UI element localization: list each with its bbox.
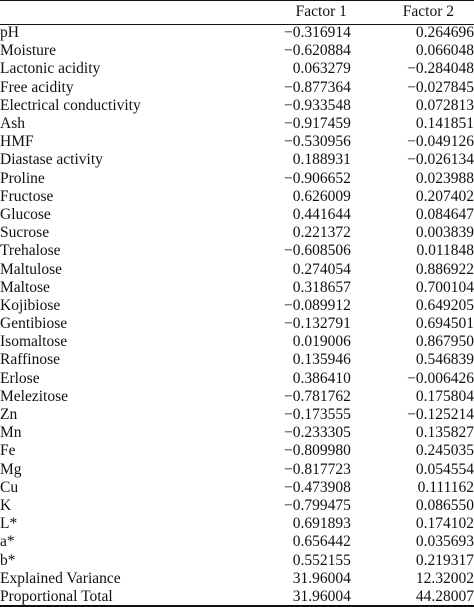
table-row	[0, 133, 474, 151]
cell-variable-name: Proportional Total	[0, 587, 113, 605]
cell-variable-name: HMF	[0, 133, 34, 151]
table-row	[0, 242, 474, 260]
cell-factor-2: 0.264696	[415, 24, 474, 42]
cell-factor-2: 0.207402	[415, 187, 474, 205]
cell-variable-name: Maltulose	[0, 260, 62, 278]
cell-factor-2: −0.026134	[407, 151, 474, 169]
cell-variable-name: Isomaltose	[0, 333, 68, 351]
cell-factor-1: 0.441644	[292, 205, 351, 223]
header-row	[0, 0, 474, 24]
cell-factor-2: 0.245035	[415, 442, 474, 460]
table-body	[0, 24, 474, 606]
cell-factor-1: −0.781762	[284, 387, 351, 405]
table-row	[0, 351, 474, 369]
cell-variable-name: Kojibiose	[0, 296, 61, 314]
cell-variable-name: pH	[0, 24, 19, 42]
cell-factor-1: 31.96004	[292, 587, 351, 605]
cell-factor-1: −0.530956	[284, 133, 351, 151]
table-row	[0, 79, 474, 97]
cell-factor-1: −0.620884	[284, 42, 351, 60]
cell-variable-name: Fructose	[0, 187, 54, 205]
table-row	[0, 479, 474, 497]
table-row	[0, 533, 474, 551]
cell-factor-1: 0.691893	[292, 515, 351, 533]
cell-variable-name: Sucrose	[0, 224, 50, 242]
cell-factor-1: −0.917459	[284, 115, 351, 133]
cell-factor-2: 0.694501	[415, 315, 474, 333]
cell-factor-1: −0.132791	[284, 315, 351, 333]
table-row	[0, 60, 474, 78]
table-row	[0, 388, 474, 406]
table-row	[0, 333, 474, 351]
cell-factor-2: 0.066048	[415, 42, 474, 60]
cell-variable-name: Gentibiose	[0, 315, 68, 333]
table-row	[0, 206, 474, 224]
cell-factor-1: 0.188931	[292, 151, 351, 169]
table-row	[0, 97, 474, 115]
cell-variable-name: Proline	[0, 169, 45, 187]
table-row	[0, 461, 474, 479]
cell-factor-2: 0.072813	[415, 96, 474, 114]
cell-factor-1: 0.135946	[292, 351, 351, 369]
cell-factor-1: −0.906652	[284, 169, 351, 187]
cell-variable-name: Electrical conductivity	[0, 96, 141, 114]
cell-variable-name: a*	[0, 533, 15, 551]
cell-variable-name: Trehalose	[0, 242, 61, 260]
cell-factor-2: 0.011848	[416, 242, 474, 260]
cell-variable-name: Moisture	[0, 42, 56, 60]
cell-factor-1: 31.96004	[292, 569, 351, 587]
cell-factor-1: −0.233305	[284, 424, 351, 442]
cell-factor-2: 0.035693	[415, 533, 474, 551]
cell-variable-name: b*	[0, 551, 16, 569]
table-row	[0, 260, 474, 278]
cell-factor-2: −0.027845	[407, 78, 474, 96]
cell-factor-1: −0.608506	[284, 242, 351, 260]
table-row	[0, 497, 474, 515]
cell-variable-name: Mg	[0, 460, 22, 478]
header-factor-2: Factor 2	[402, 3, 454, 20]
table-row	[0, 115, 474, 133]
cell-variable-name: Melezitose	[0, 387, 69, 405]
table-row	[0, 588, 474, 606]
table-row	[0, 188, 474, 206]
table-row	[0, 406, 474, 424]
cell-factor-1: −0.473908	[284, 478, 351, 496]
cell-factor-1: −0.933548	[284, 96, 351, 114]
cell-variable-name: Maltose	[0, 278, 50, 296]
cell-variable-name: Lactonic acidity	[0, 60, 101, 78]
table-row	[0, 42, 474, 60]
cell-factor-2: 0.219317	[415, 551, 474, 569]
cell-variable-name: Raffinose	[0, 351, 60, 369]
table-row	[0, 370, 474, 388]
table-row	[0, 279, 474, 297]
cell-factor-2: −0.006426	[407, 369, 474, 387]
cell-factor-1: 0.626009	[292, 187, 351, 205]
cell-factor-1: 0.063279	[292, 60, 351, 78]
cell-factor-2: 0.649205	[415, 296, 474, 314]
cell-factor-2: 12.32002	[415, 569, 474, 587]
cell-factor-2: 0.174102	[415, 515, 474, 533]
cell-variable-name: Explained Variance	[0, 569, 121, 587]
cell-variable-name: Fe	[0, 442, 16, 460]
table-row	[0, 297, 474, 315]
cell-factor-2: 0.867950	[415, 333, 474, 351]
cell-factor-1: 0.386410	[292, 369, 351, 387]
cell-factor-2: 44.28007	[415, 587, 474, 605]
cell-variable-name: Glucose	[0, 205, 51, 223]
cell-factor-1: −0.877364	[284, 78, 351, 96]
cell-factor-1: 0.221372	[292, 224, 351, 242]
cell-factor-2: −0.284048	[407, 60, 474, 78]
table-row	[0, 442, 474, 460]
cell-variable-name: Zn	[0, 406, 18, 424]
cell-factor-2: −0.049126	[407, 133, 474, 151]
header-variable	[0, 0, 212, 24]
cell-variable-name: L*	[0, 515, 18, 533]
cell-factor-1: −0.316914	[284, 24, 351, 42]
cell-variable-name: Cu	[0, 478, 19, 496]
cell-factor-2: 0.023988	[415, 169, 474, 187]
cell-factor-2: 0.546839	[415, 351, 474, 369]
cell-factor-2: 0.084647	[415, 205, 474, 223]
cell-factor-1: 0.552155	[292, 551, 351, 569]
cell-factor-2: 0.175804	[415, 387, 474, 405]
cell-variable-name: Mn	[0, 424, 22, 442]
header-factor-1: Factor 1	[295, 3, 347, 20]
cell-factor-1: 0.019006	[292, 333, 351, 351]
cell-factor-1: −0.799475	[284, 496, 351, 514]
table-row	[0, 24, 474, 42]
table-row	[0, 151, 474, 169]
cell-factor-1: −0.173555	[284, 406, 351, 424]
table-row	[0, 170, 474, 188]
cell-factor-2: 0.135827	[415, 424, 474, 442]
table-row	[0, 424, 474, 442]
cell-variable-name: Erlose	[0, 369, 40, 387]
cell-factor-1: 0.318657	[292, 278, 351, 296]
cell-variable-name: Diastase activity	[0, 151, 103, 169]
cell-factor-2: 0.003839	[415, 224, 474, 242]
table-row	[0, 551, 474, 569]
table-row	[0, 515, 474, 533]
cell-factor-2: 0.700104	[415, 278, 474, 296]
cell-factor-2: −0.125214	[407, 406, 474, 424]
table-row	[0, 570, 474, 588]
cell-factor-1: 0.274054	[292, 260, 351, 278]
cell-factor-2: 0.111162	[417, 478, 474, 496]
cell-variable-name: Ash	[0, 115, 25, 133]
cell-factor-2: 0.141851	[415, 115, 474, 133]
table-row	[0, 224, 474, 242]
cell-variable-name: Free acidity	[0, 78, 74, 96]
cell-factor-1: −0.809980	[284, 442, 351, 460]
table-row	[0, 315, 474, 333]
cell-factor-2: 0.054554	[415, 460, 474, 478]
cell-factor-1: −0.817723	[284, 460, 351, 478]
cell-factor-2: 0.086550	[415, 496, 474, 514]
cell-factor-2: 0.886922	[415, 260, 474, 278]
cell-variable-name: K	[0, 496, 12, 514]
cell-factor-1: −0.089912	[284, 296, 351, 314]
cell-factor-1: 0.656442	[292, 533, 351, 551]
table-header	[0, 0, 474, 24]
